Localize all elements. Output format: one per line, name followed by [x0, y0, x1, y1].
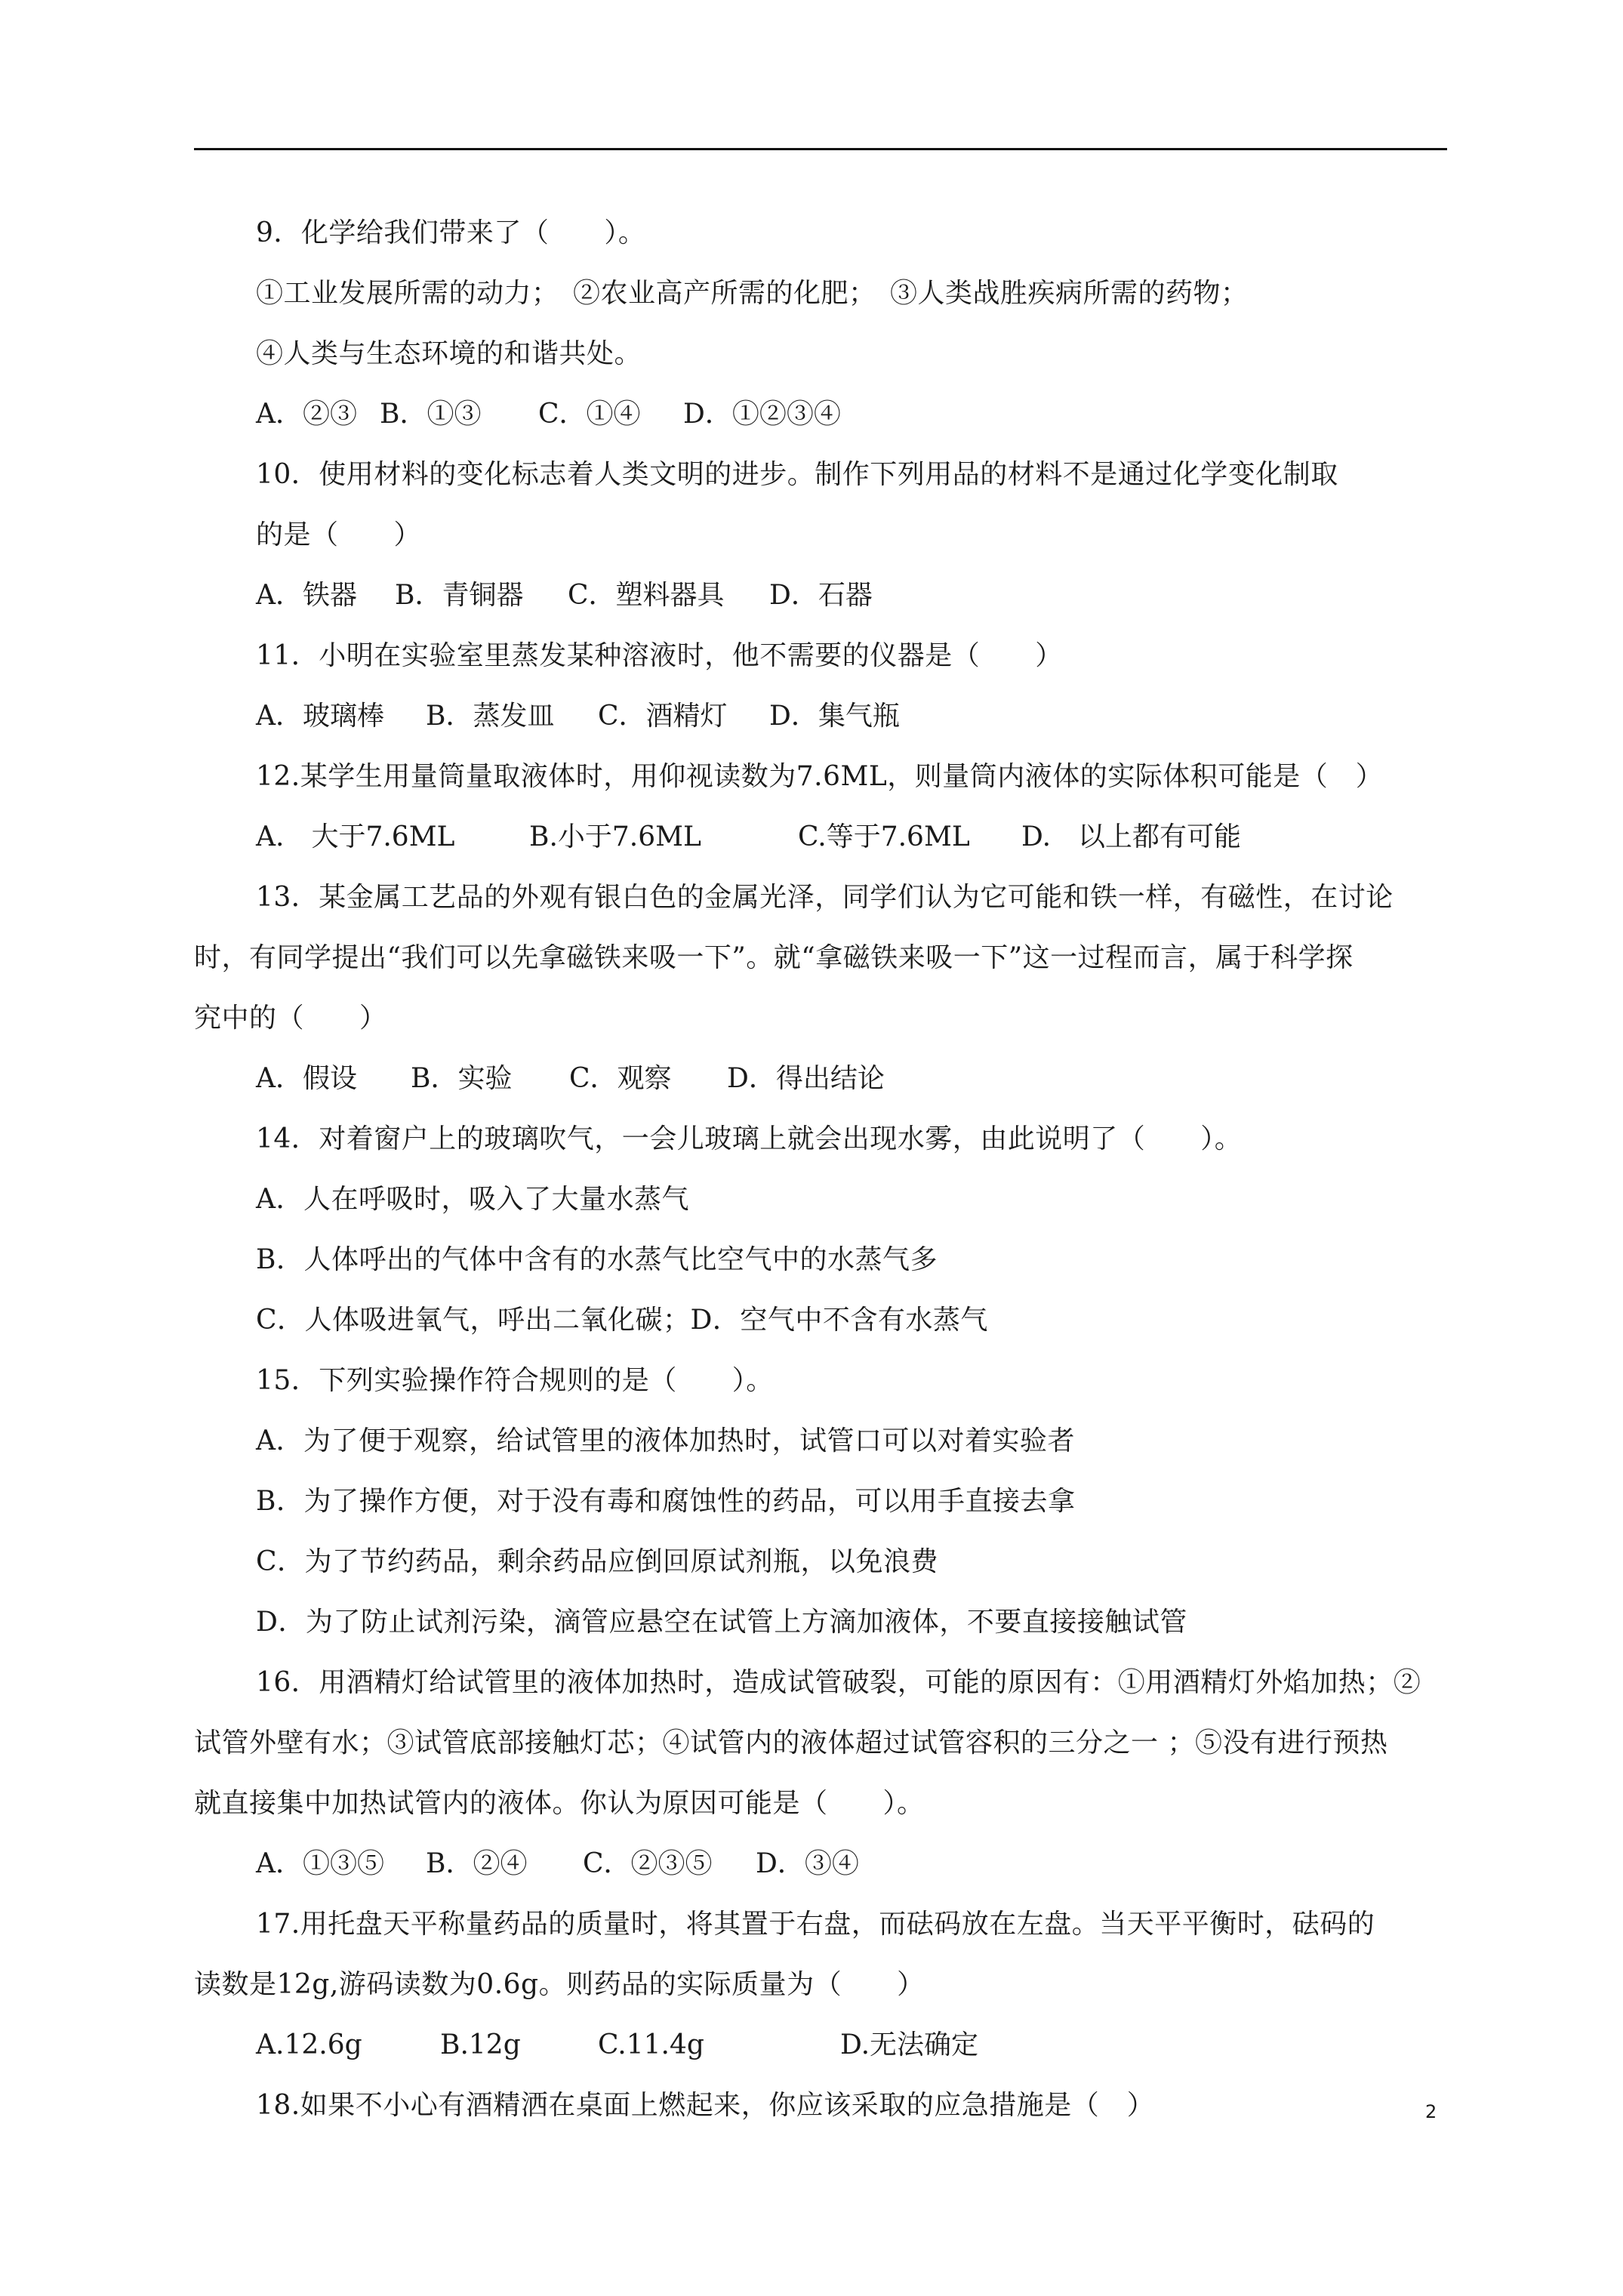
- q15-stem: 15．下列实验操作符合规则的是（ ）。: [256, 1365, 774, 1396]
- q10-stem-line2: 的是（ ）: [256, 519, 422, 550]
- q12-option-a: A. 大于7.6ML: [256, 821, 455, 852]
- q15-option-b: B．为了操作方便，对于没有毒和腐蚀性的药品，可以用手直接去拿: [256, 1486, 1076, 1517]
- q11-option-b: B．蒸发皿: [426, 701, 555, 732]
- q13-option-d: D．得出结论: [727, 1063, 885, 1094]
- q12-stem: 12.某学生用量筒量取液体时，用仰视读数为7.6ML，则量筒内液体的实际体积可能是（ ）: [256, 761, 1384, 792]
- q17-option-a: A.12.6g: [256, 2029, 362, 2060]
- q14-option-a: A．人在呼吸时，吸入了大量水蒸气: [256, 1184, 689, 1215]
- q16-option-d: D．③④: [756, 1848, 859, 1879]
- q9-option-b: B．①③: [380, 399, 482, 430]
- q18-stem: 18.如果不小心有酒精洒在桌面上燃起来，你应该采取的应急措施是（ ）: [256, 2090, 1155, 2121]
- q14-option-b: B．人体呼出的气体中含有的水蒸气比空气中的水蒸气多: [256, 1244, 938, 1275]
- q9-option-d: D．①②③④: [683, 399, 841, 430]
- q17-option-d: D.无法确定: [840, 2029, 979, 2060]
- q9-line2: ①工业发展所需的动力； ②农业高产所需的化肥； ③人类战胜疾病所需的药物；: [256, 278, 1249, 309]
- q17-stem-line1: 17.用托盘天平称量药品的质量时，将其置于右盘，而砝码放在左盘。当天平平衡时，砝码的: [256, 1909, 1375, 1940]
- q13-stem-line1: 13．某金属工艺品的外观有银白色的金属光泽，同学们认为它可能和铁一样，有磁性，在讨论: [256, 882, 1394, 913]
- page-number: 2: [1425, 2101, 1437, 2122]
- q11-stem: 11．小明在实验室里蒸发某种溶液时，他不需要的仪器是（ ）: [256, 640, 1063, 671]
- q11-option-c: C．酒精灯: [598, 701, 728, 732]
- q10-option-a: A．铁器: [256, 580, 357, 611]
- q16-option-c: C．②③⑤: [583, 1848, 713, 1879]
- q10-option-b: B．青铜器: [395, 580, 524, 611]
- q13-stem-line3: 究中的（ ）: [194, 1003, 387, 1034]
- q10-option-c: C．塑料器具: [568, 580, 725, 611]
- q9-option-a: A．②③: [256, 399, 357, 430]
- q13-option-b: B．实验: [411, 1063, 513, 1094]
- q13-stem-line2: 时，有同学提出“我们可以先拿磁铁来吸一下”。就“拿磁铁来吸一下”这一过程而言，属于科学探: [194, 942, 1354, 973]
- q16-stem-line2: 试管外壁有水；③试管底部接触灯芯；④试管内的液体超过试管容积的三分之一 ；⑤没有进行预热: [194, 1727, 1388, 1758]
- q15-option-a: A．为了便于观察，给试管里的液体加热时，试管口可以对着实验者: [256, 1425, 1075, 1456]
- q15-option-c: C．为了节约药品，剩余药品应倒回原试剂瓶，以免浪费: [256, 1546, 939, 1577]
- q16-option-b: B．②④: [426, 1848, 528, 1879]
- q15-option-d: D．为了防止试剂污染，滴管应悬空在试管上方滴加液体，不要直接接触试管: [256, 1607, 1187, 1638]
- q14-stem: 14．对着窗户上的玻璃吹气，一会儿玻璃上就会出现水雾，由此说明了（ ）。: [256, 1123, 1243, 1154]
- q11-option-a: A．玻璃棒: [256, 701, 384, 732]
- q11-option-d: D．集气瓶: [769, 701, 900, 732]
- q12-option-d: D. 以上都有可能: [1021, 821, 1242, 852]
- q17-option-b: B.12g: [440, 2029, 521, 2060]
- q17-stem-line2: 读数是12g,游码读数为0.6g。则药品的实际质量为（ ）: [194, 1969, 925, 2000]
- header-rule: [194, 148, 1447, 150]
- q9-option-c: C．①④: [538, 399, 641, 430]
- q9-stem: 9．化学给我们带来了（ ）。: [256, 217, 646, 248]
- q10-option-d: D．石器: [769, 580, 873, 611]
- q12-option-c: C.等于7.6ML: [798, 821, 970, 852]
- q13-option-c: C．观察: [569, 1063, 672, 1094]
- q9-line3: ④人类与生态环境的和谐共处。: [256, 338, 642, 369]
- q16-stem-line3: 就直接集中加热试管内的液体。你认为原因可能是（ ）。: [194, 1788, 925, 1819]
- q10-stem-line1: 10．使用材料的变化标志着人类文明的进步。制作下列用品的材料不是通过化学变化制取: [256, 459, 1338, 490]
- q13-option-a: A．假设: [256, 1063, 357, 1094]
- q17-option-c: C.11.4g: [598, 2029, 704, 2060]
- q16-option-a: A．①③⑤: [256, 1848, 384, 1879]
- q12-option-b: B.小于7.6ML: [529, 821, 701, 852]
- q16-stem-line1: 16．用酒精灯给试管里的液体加热时，造成试管破裂，可能的原因有：①用酒精灯外焰加热；②: [256, 1667, 1421, 1698]
- q14-option-cd: C．人体吸进氧气，呼出二氧化碳；D．空气中不含有水蒸气: [256, 1305, 988, 1336]
